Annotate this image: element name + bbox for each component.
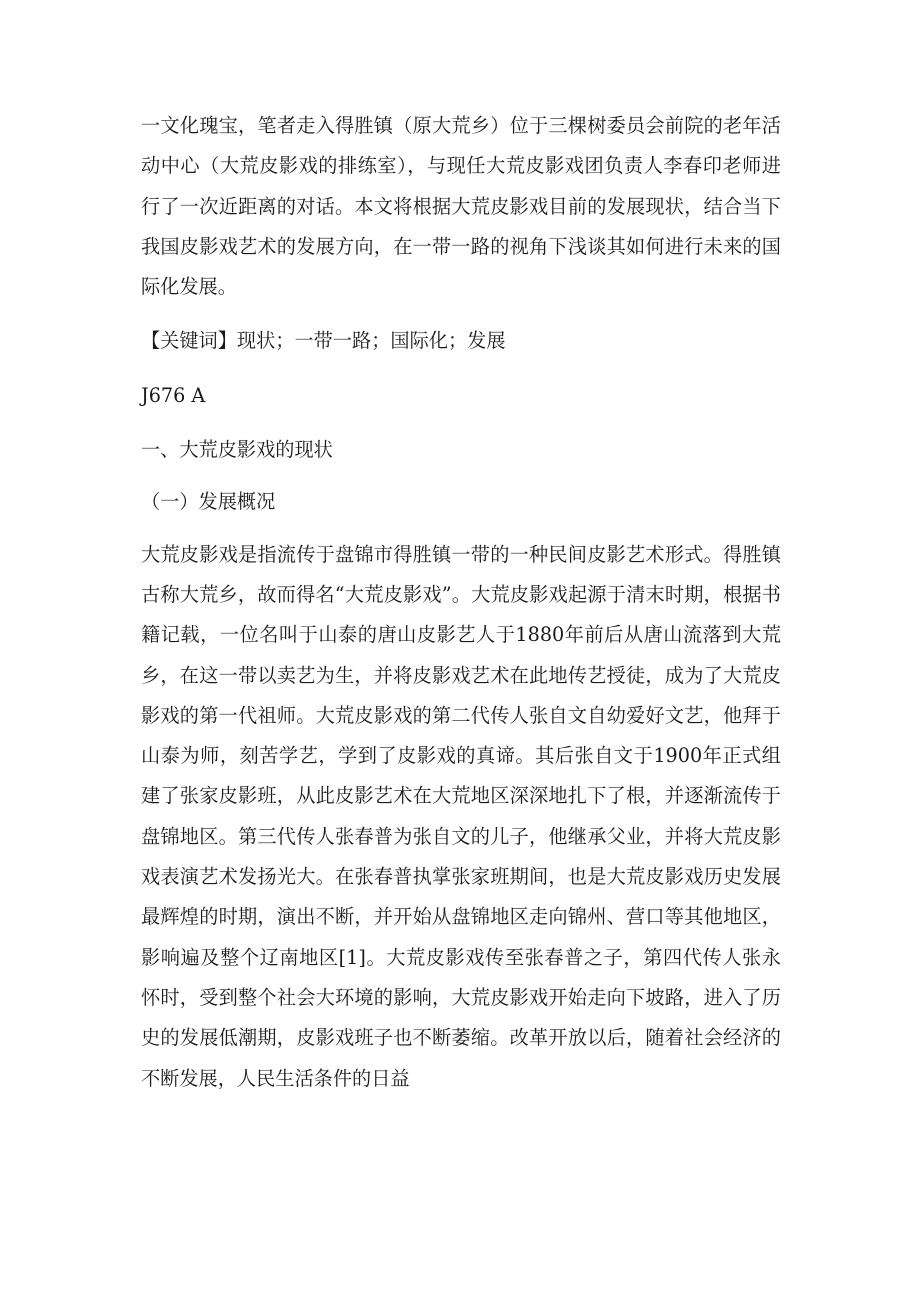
abstract-tail-paragraph: 一文化瑰宝，笔者走入得胜镇（原大荒乡）位于三棵树委员会前院的老年活动中心（大荒皮影戏的排练室），与现任大荒皮影戏团负责人李春印老师进行了一次近距离的对话。本文将根据大荒皮影戏目前的发展现状，结合当下我国皮影戏艺术的发展方向，在一带一路的视角下浅谈其如何进行未来的国际化发展。 (141, 114, 781, 299)
document-body (141, 106, 781, 1099)
section-heading: 一、大荒皮影戏的现状 (141, 438, 333, 462)
classification-code: J676 A (141, 383, 206, 407)
body-paragraph: 大荒皮影戏是指流传于盘锦市得胜镇一带的一种民间皮影艺术形式。得胜镇古称大荒乡，故而得名“大荒皮影戏”。大荒皮影戏起源于清末时期，根据书籍记载，一位名叫于山泰的唐山皮影艺人于1880年前后从唐山流落到大荒乡，在这一带以卖艺为生，并将皮影戏艺术在此地传艺授徒，成为了大荒皮影戏的第一代祖师。大荒皮影戏的第二代传人张自文自幼爱好文艺，他拜于山泰为师，刻苦学艺，学到了皮影戏的真谛。其后张自文于1900年正式组建了张家皮影班，从此皮影艺术在大荒地区深深地扎下了根，并逐渐流传于盘锦地区。第三代传人张春普为张自文的儿子，他继承父业，并将大荒皮影戏表演艺术发扬光大。在张春普执掌张家班期间，也是大荒皮影戏历史发展最辉煌的时期，演出不断，并开始从盘锦地区走向锦州、营口等其他地区，影响遍及整个辽南地区[1]。大荒皮影戏传至张春普之子，第四代传人张永怀时，受到整个社会大环境的影响，大荒皮影戏开始走向下坡路，进入了历史的发展低潮期，皮影戏班子也不断萎缩。改革开放以后，随着社会经济的不断发展，人民生活条件的日益 (141, 542, 781, 1090)
subsection-heading: （一）发展概况 (141, 490, 276, 514)
keywords-line: 【关键词】现状；一带一路；国际化；发展 (141, 329, 506, 353)
